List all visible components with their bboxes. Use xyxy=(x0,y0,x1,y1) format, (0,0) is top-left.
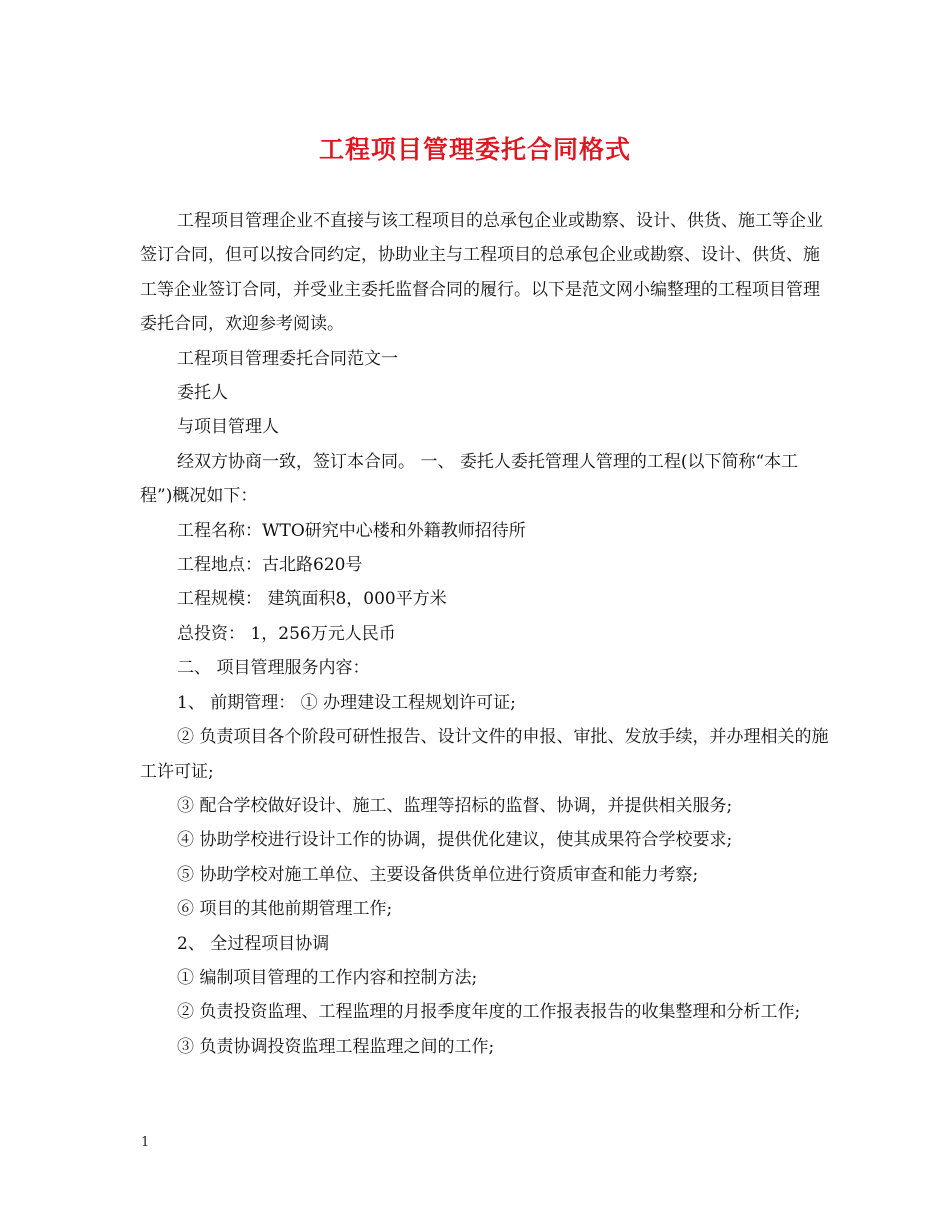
page-number: 1 xyxy=(141,1135,150,1150)
document-title: 工程项目管理委托合同格式 xyxy=(318,135,631,164)
paragraph-manager: 与项目管理人 xyxy=(177,417,280,438)
paragraph-full-process-coordination: 2、 全过程项目协调 xyxy=(177,933,330,954)
paragraph-sample-heading: 工程项目管理委托合同范文一 xyxy=(177,348,399,369)
paragraph-supervision-coordination: ③ 负责协调投资监理工程监理之间的工作; xyxy=(177,1036,495,1057)
paragraph-other-preliminary-work: ⑥ 项目的其他前期管理工作; xyxy=(177,899,393,920)
paragraph-client: 委托人 xyxy=(177,383,229,404)
paragraph-agreement: 经双方协商一致，签订本合同。 一、 委托人委托管理人管理的工程(以下简称“本工程”)概况如下： xyxy=(140,451,799,507)
paragraph-qualification-review: ⑤ 协助学校对施工单位、主要设备供货单位进行资质审查和能力考察; xyxy=(177,864,699,885)
paragraph-service-content: 二、 项目管理服务内容： xyxy=(177,658,370,679)
paragraph-total-investment: 总投资： 1，256万元人民币 xyxy=(177,623,396,644)
paragraph-project-scale: 工程规模： 建筑面积8，000平方米 xyxy=(177,589,447,610)
paragraph-report-analysis: ② 负责投资监理、工程监理的月报季度年度的工作报表报告的收集整理和分析工作; xyxy=(177,1002,801,1023)
paragraph-project-name: 工程名称：WTO研究中心楼和外籍教师招待所 xyxy=(177,520,526,541)
paragraph-management-methods: ① 编制项目管理的工作内容和控制方法; xyxy=(177,967,478,988)
document-body xyxy=(140,204,830,1064)
paragraph-design-coordination: ④ 协助学校进行设计工作的协调，提供优化建议，使其成果符合学校要求; xyxy=(177,830,733,851)
paragraph-intro: 工程项目管理企业不直接与该工程项目的总承包企业或勘察、设计、供货、施工等企业签订合同，但可以按合同约定，协助业主与工程项目的总承包企业或勘察、设计、供货、施工等企业签订合同，并受业主委托监督合同的履行。以下是范文网小编整理的工程项目管理委托合同，欢迎参考阅读。 xyxy=(140,211,824,335)
paragraph-feasibility-reports: ② 负责项目各个阶段可研性报告、设计文件的申报、审批、发放手续，并办理相关的施工许可证; xyxy=(140,727,829,782)
paragraph-project-location: 工程地点：古北路620号 xyxy=(177,555,363,576)
paragraph-preliminary-management: 1、 前期管理： ① 办理建设工程规划许可证; xyxy=(177,692,516,713)
paragraph-tender-coordination: ③ 配合学校做好设计、施工、监理等招标的监督、协调，并提供相关服务; xyxy=(177,795,733,816)
